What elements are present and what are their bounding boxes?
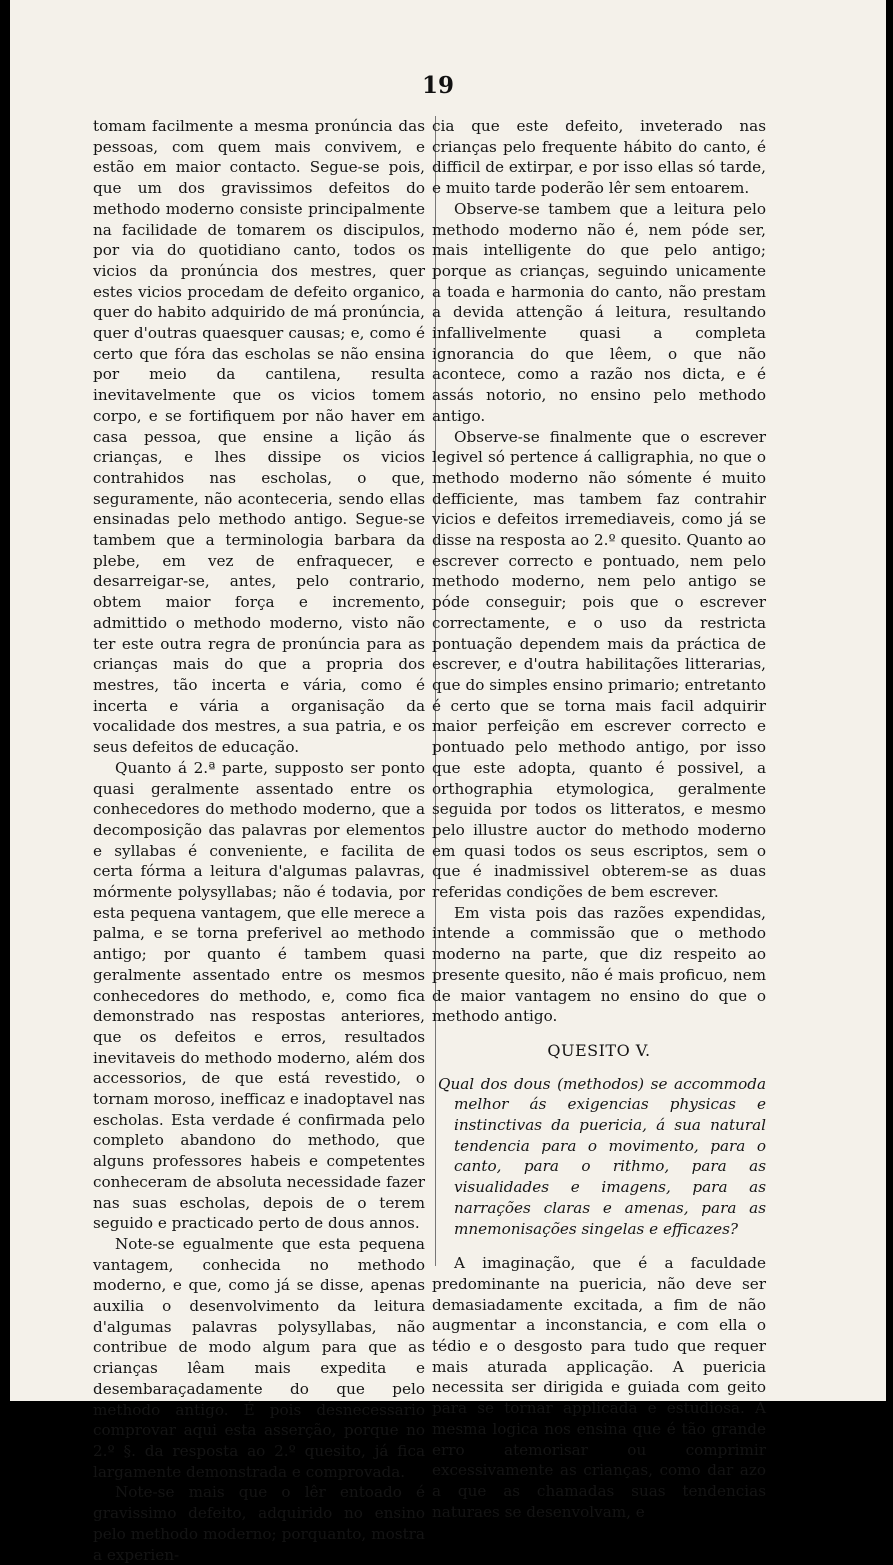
- document-page: [10, 0, 886, 1564]
- paragraph: tomam facilmente a mesma pronúncia das pessoas, com quem mais convivem, e estão em maior contacto. Segue-se pois, que um dos gravissimos defeitos do methodo moderno consiste principalmente na facilidade de tomarem os discipulos, por via do quotidiano canto, todos os vicios da pronúncia dos mestres, quer estes vicios procedam de defeito organico, quer do habito adquirido de má pronúncia, quer d'outras quaesquer causas; e, como é certo que fóra das escholas se não ensina por meio da cantilena, resulta inevitavelmente que os vicios tomem corpo, e se fortifiquem por não haver em casa pessoa, que ensine a lição ás crianças, e lhes dissipe os vicios contrahidos nas escholas, o que, seguramente, não aconteceria, sendo ellas ensinadas pelo methodo antigo. Segue-se tambem que a terminologia barbara da plebe, em vez de enfraquecer, e desarreigar-se, antes, pelo contrario, obtem maior força e incremento, admittido o methodo moderno, visto não ter este outra regra de pronúncia para as crianças mais do que a propria dos mestres, tão incerta e vária, como é incerta e vária a organisação da vocalidade dos mestres, a sua patria, e os seus defeitos de educação.: [93, 117, 425, 757]
- paragraph: Em vista pois das razões expendidas, intende a commissão que o methodo moderno na parte, que diz respeito ao presente quesito, não é mais proficuo, nem de maior vantagem no ensino do que o methodo antigo.: [432, 903, 766, 1026]
- left-column: [93, 116, 425, 1565]
- paragraph: A imaginação, que é a faculdade predominante na puericia, não deve ser demasiadamente excitada, a fim de não augmentar a inconstancia, e com ella o tédio e o desgosto para tudo que requer mais aturada applicação. A puericia necessita ser dirigida e guiada com geito para se tornar applicada e estudiosa. A mesma logica nos ensina que é tão grande erro atemorisar ou comprimir excessivamente as crianças, como dar azo a que as chamadas suas tendencias naturaes se desenvolvam, e: [432, 1254, 766, 1521]
- page-number: 19: [421, 72, 454, 99]
- right-column: [432, 116, 766, 1522]
- paragraph: Note-se mais que o lêr entoado é gravissimo defeito, adquirido no ensino pelo methodo moderno; porquanto, mostra a experien-: [93, 1483, 425, 1564]
- paragraph: Quanto á 2.ª parte, supposto ser ponto quasi geralmente assentado entre os conhecedores do methodo moderno, que a decomposição das palavras por elementos e syllabas é conveniente, e facilita de certa fórma a leitura d'algumas palavras, mórmente polysyllabas; não é todavia, por esta pequena vantagem, que elle merece a palma, e se torna preferivel ao methodo antigo; por quanto é tambem quasi geralmente assentado entre os mesmos conhecedores do methodo, e, como fica demonstrado nas respostas anteriores, que os defeitos e erros, resultados inevitaveis do methodo moderno, além dos accessorios, de que está revestido, o tornam moroso, inefficaz e inadoptavel nas escholas. Esta verdade é confirmada pelo completo abandono do methodo, que alguns professores habeis e competentes conheceram de absoluta necessidade fazer nas suas escholas, depois de o terem seguido e practicado perto de dous annos.: [93, 758, 425, 1233]
- paragraph: Observe-se finalmente que o escrever legivel só pertence á calligraphia, no que o methodo moderno não sómente é muito defficiente, mas tambem faz contrahir vicios e defeitos irremediaveis, como já se disse na resposta ao 2.º quesito. Quanto ao escrever correcto e pontuado, nem pelo methodo moderno, nem pelo antigo se póde conseguir; pois que o escrever correctamente, e o uso da restricta pontuação dependem mais da práctica de escrever, e d'outra habilitações litterarias, que do simples ensino primario; entretanto é certo que se torna mais facil adquirir maior perfeição em escrever correcto e pontuado pelo methodo antigo, por isso que este adopta, quanto é possivel, a orthographia etymologica, geralmente seguida por todos os litteratos, e mesmo pelo illustre auctor do methodo moderno em quasi todos os seus escriptos, sem o que é inadmissivel obterem-se as duas referidas condições de bem escrever.: [432, 427, 766, 902]
- paragraph: cia que este defeito, inveterado nas crianças pelo frequente hábito do canto, é difficil de extirpar, e por isso ellas só tarde, e muito tarde poderão lêr sem entoarem.: [432, 117, 766, 198]
- section-heading: QUESITO V.: [547, 1040, 651, 1060]
- paragraph: Note-se egualmente que esta pequena vantagem, conhecida no methodo moderno, e que, como já se disse, apenas auxilia o desenvolvimento da leitura d'algumas palavras polysyllabas, não contribue de modo algum para que as crianças lêam mais expedita e desembaraçadamente do que pelo methodo antigo. É pois desnecessario comprovar aqui esta asserção, porque no 2.º §. da resposta ao 2.º quesito, já fica largamente demonstrada e comprovada.: [93, 1234, 425, 1481]
- paragraph: Observe-se tambem que a leitura pelo methodo moderno não é, nem póde ser, mais intelligente do que pelo antigo; porque as crianças, seguindo unicamente a toada e harmonia do canto, não prestam a devida attenção á leitura, resultando infallivelmente quasi a completa ignorancia do que lêem, o que não acontece, como a razão nos dicta, e é assás notorio, no ensino pelo methodo antigo.: [432, 199, 766, 425]
- quesito-question: Qual dos dous (methodos) se accommoda melhor ás exigencias physicas e instinctivas da puericia, á sua natural tendencia para o movimento, para o canto, para o rithmo, para as visualidades e imagens, para as narrações claras e amenas, para as mnemonisações singelas e efficazes?: [438, 1074, 766, 1238]
